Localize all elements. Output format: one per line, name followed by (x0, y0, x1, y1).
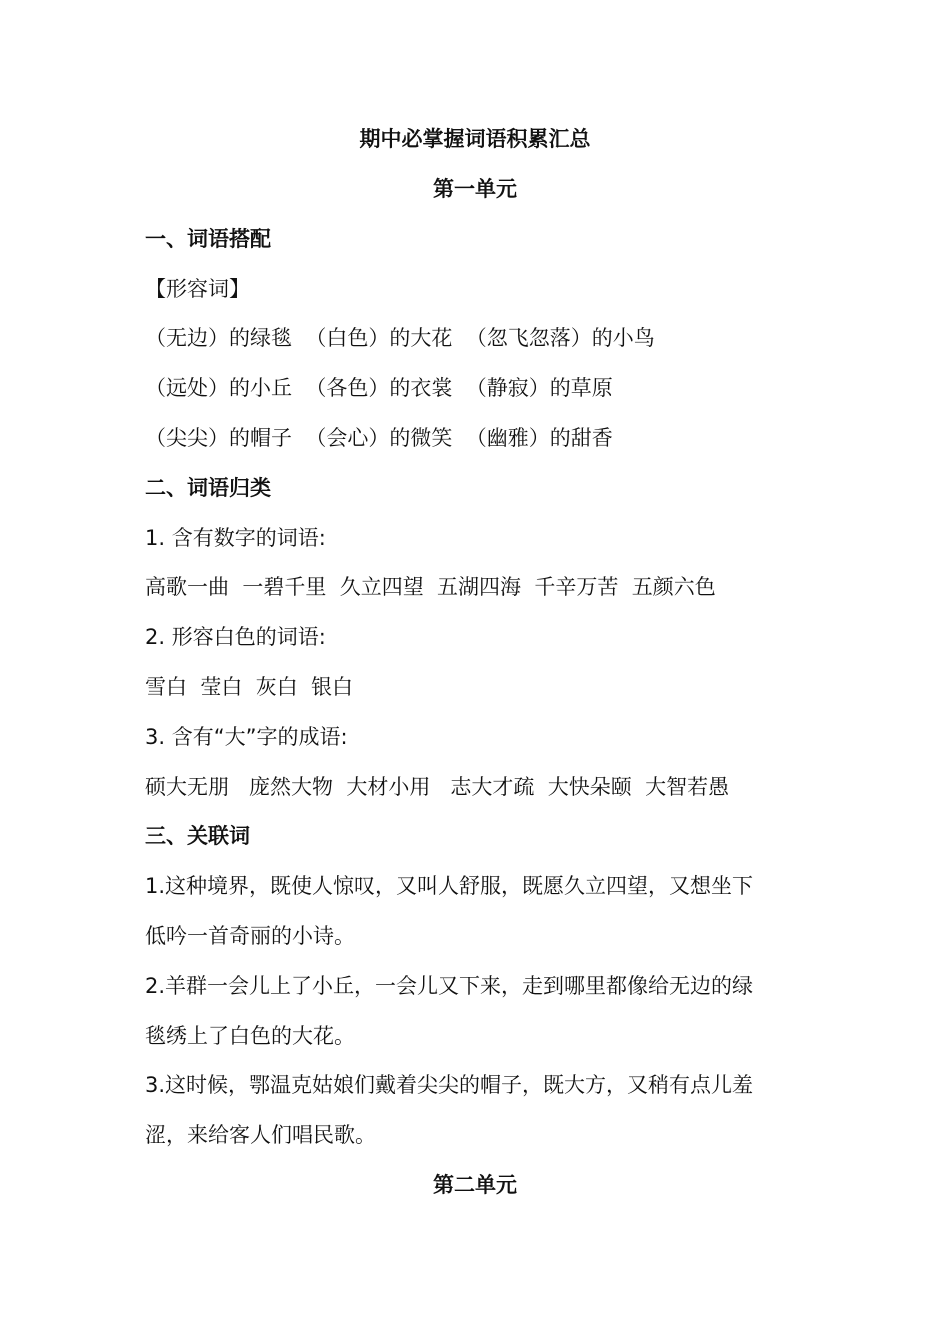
unit-2-heading: 第二单元 (433, 1173, 517, 1197)
adjective-subheading: 【形容词】 (145, 277, 250, 301)
conjunction-sentence: 毯绣上了白色的大花。 (145, 1024, 355, 1048)
group-label: 1. 含有数字的词语: (145, 526, 326, 550)
conjunction-sentence: 低吟一首奇丽的小诗。 (145, 924, 355, 948)
group-label: 3. 含有“大”字的成语: (145, 725, 348, 749)
collocation-row: （尖尖）的帽子 （会心）的微笑 （幽雅）的甜香 (145, 426, 613, 450)
conjunction-sentence: 3.这时候，鄂温克姑娘们戴着尖尖的帽子，既大方，又稍有点儿羞 (145, 1073, 754, 1097)
group-words: 硕大无朋 庞然大物 大材小用 志大才疏 大快朵颐 大智若愚 (145, 775, 730, 799)
collocation-row: （远处）的小丘 （各色）的衣裳 （静寂）的草原 (145, 376, 613, 400)
conjunction-sentence: 涩，来给客人们唱民歌。 (145, 1123, 376, 1147)
section-2-heading: 二、词语归类 (145, 476, 271, 500)
conjunction-sentence: 1.这种境界，既使人惊叹，又叫人舒服，既愿久立四望，又想坐下 (145, 874, 754, 898)
document-title: 期中必掌握词语积累汇总 (359, 127, 591, 151)
section-3-heading: 三、关联词 (145, 824, 250, 848)
unit-1-heading: 第一单元 (433, 177, 517, 201)
conjunction-sentence: 2.羊群一会儿上了小丘，一会儿又下来，走到哪里都像给无边的绿 (145, 974, 754, 998)
section-1-heading: 一、词语搭配 (145, 227, 271, 251)
group-words: 雪白 莹白 灰白 银白 (145, 675, 354, 699)
group-label: 2. 形容白色的词语: (145, 625, 326, 649)
group-words: 高歌一曲 一碧千里 久立四望 五湖四海 千辛万苦 五颜六色 (145, 575, 716, 599)
collocation-row: （无边）的绿毯 （白色）的大花 （忽飞忽落）的小鸟 (145, 326, 655, 350)
